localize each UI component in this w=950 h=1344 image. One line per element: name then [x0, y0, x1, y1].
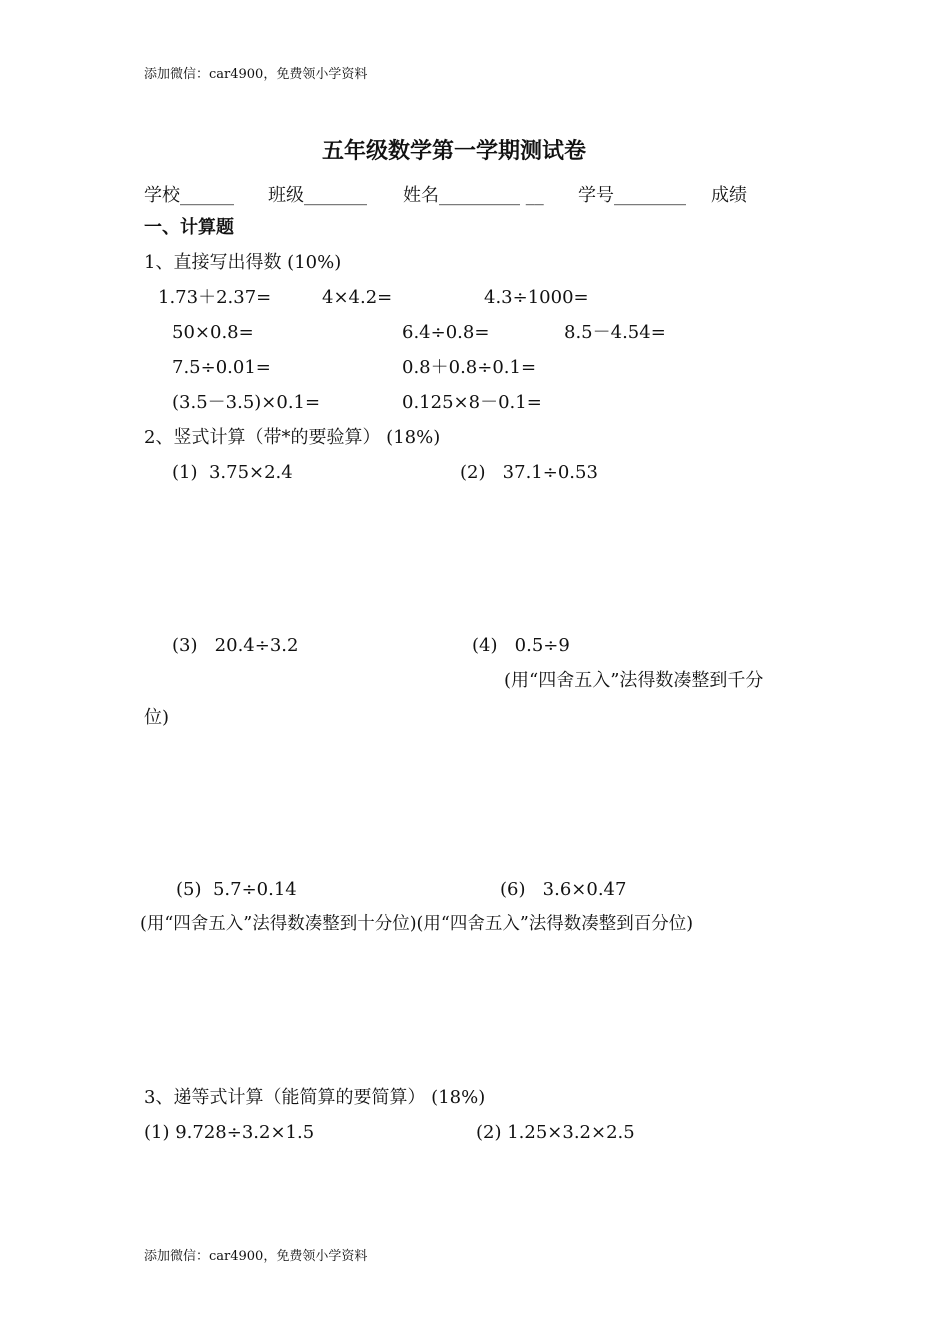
calc-item: 4.3÷1000=: [484, 287, 589, 308]
page-footer: 添加微信：car4900，免费领小学资料: [144, 1249, 368, 1264]
calc-item: 6.4÷0.8=: [402, 322, 490, 343]
calc-item: 0.8＋0.8÷0.1=: [402, 357, 537, 378]
calc-item: 4×4.2=: [322, 287, 393, 308]
score-field: 成绩: [711, 185, 747, 206]
name-field: 姓名_________ __: [403, 185, 544, 206]
page-title: 五年级数学第一学期测试卷: [322, 138, 587, 164]
q2-problem-4-note: (用“四舍五入”法得数凑整到千分: [504, 670, 764, 691]
q2-problem-5-6-note: (用“四舍五入”法得数凑整到十分位)(用“四舍五入”法得数凑整到百分位): [140, 914, 694, 934]
q2-problem-6: (6) 3.6×0.47: [500, 879, 627, 900]
q2-problem-4-note-cont: 位): [144, 707, 170, 728]
section-heading: 一、计算题: [144, 217, 234, 238]
question-3-title: 3、递等式计算（能简算的要简算） (18%): [144, 1087, 486, 1108]
class-field: 班级_______: [268, 185, 367, 206]
q2-problem-4: (4) 0.5÷9: [472, 635, 570, 656]
calc-item: 8.5－4.54=: [564, 322, 666, 343]
q3-problem-1: (1) 9.728÷3.2×1.5: [144, 1122, 315, 1143]
q2-problem-2: (2) 37.1÷0.53: [460, 462, 598, 483]
q2-problem-3: (3) 20.4÷3.2: [172, 635, 299, 656]
q3-problem-2: (2) 1.25×3.2×2.5: [476, 1122, 635, 1143]
calc-item: 0.125×8－0.1=: [402, 392, 542, 413]
school-field: 学校______: [144, 185, 234, 206]
calc-item: (3.5－3.5)×0.1=: [172, 392, 321, 413]
q2-problem-5: (5) 5.7÷0.14: [176, 879, 297, 900]
calc-item: 1.73＋2.37=: [158, 287, 272, 308]
student-number-field: 学号________: [578, 185, 686, 206]
question-1-title: 1、直接写出得数 (10%): [144, 252, 342, 273]
calc-item: 50×0.8=: [172, 322, 254, 343]
question-2-title: 2、竖式计算（带*的要验算） (18%): [144, 427, 441, 448]
q2-problem-1: (1) 3.75×2.4: [172, 462, 293, 483]
page-header: 添加微信：car4900，免费领小学资料: [144, 67, 368, 82]
calc-item: 7.5÷0.01=: [172, 357, 271, 378]
